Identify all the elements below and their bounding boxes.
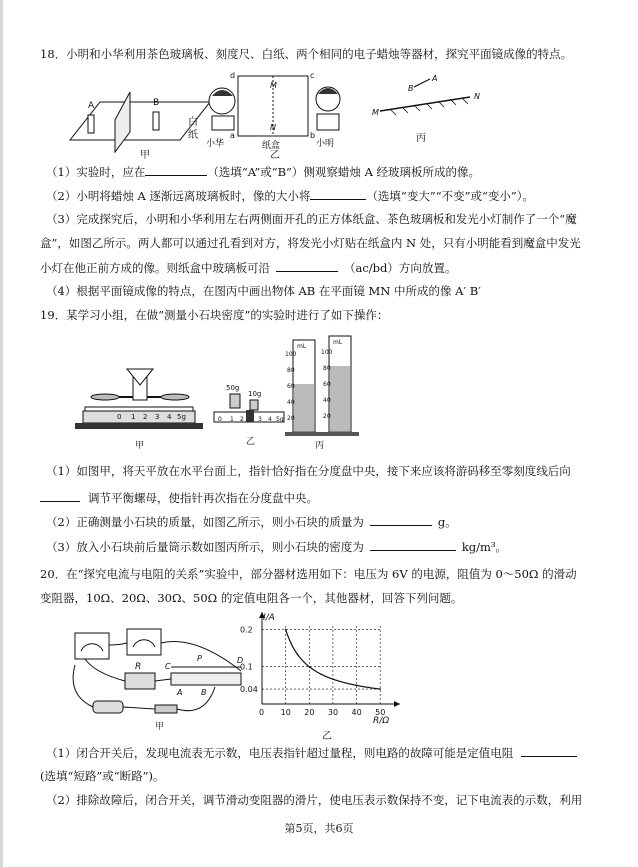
q19-fig-jia — [75, 355, 205, 450]
q19-p1-line2: 调节平衡螺母，使指针再次指在分度盘中央。 — [40, 489, 318, 506]
q19-label-yi: 乙 — [246, 437, 256, 447]
q18-bing-N: N — [474, 92, 480, 101]
q18-p4: （4）根据平面镜成像的特点，在图丙中画出物体 AB 在平面镜 MN 中所成的像 A′ B′ — [46, 284, 481, 298]
chart-point-3 — [308, 666, 310, 668]
q19-cyl2-unit: mL — [333, 339, 343, 346]
q18-label-box: 纸盒 — [262, 141, 281, 151]
q18-label-B: B — [153, 98, 160, 108]
q18-p3-line3: 小灯在他正前方成的像。则纸盒中玻璃板可沿 （ac/bd）方向放置。 — [40, 261, 457, 275]
chart-point-7 — [379, 688, 381, 690]
chart-x-tick-10: 10 — [280, 708, 291, 717]
chart-x-tick-20: 20 — [304, 708, 315, 717]
chart-x-tick-50: 50 — [375, 708, 386, 717]
q19-cyl1-unit: mL — [297, 343, 307, 350]
q19-p3: （3）放入小石块前后量筒示数如图丙所示，则小石块的密度为 kg/m³。 — [46, 540, 508, 554]
q20-fig-jia — [65, 625, 250, 733]
q18-bing-A: A — [432, 74, 438, 83]
q18-bing-M: M — [372, 108, 379, 117]
q18-p3-line2: 盒”，如图乙所示。两人都可以通过孔看到对方，将发光小灯贴在纸盒内 N 处，只有小明能看到魔盒中发光 — [40, 236, 581, 250]
q18-fig-yi — [200, 66, 360, 161]
q19-yi-scale-3: 3 — [258, 416, 262, 423]
q18-p2: （2）小明将蜡烛 A 逐渐远离玻璃板时，像的大小将 （选填“变大”“不变”或“变小”）。 — [46, 189, 534, 203]
q19-cyl1-t20: 20 — [287, 415, 295, 422]
q20-stem-line2: 变阻器，10Ω、20Ω、30Ω、50Ω 的定值电阻各一个，其他器材，回答下列问题。 — [40, 591, 463, 605]
q18-label-xiaohua: 小华 — [206, 139, 225, 149]
chart-x-tick-0: 0 — [259, 708, 265, 717]
q18-fig-bing — [370, 75, 490, 145]
page-footer: 第5页，共6页 — [284, 822, 354, 835]
q19-p2: （2）正确测量小石块的质量，如图乙所示，则小石块的质量为 g。 — [46, 515, 457, 529]
q19-scale-5: 5g — [177, 413, 186, 421]
q20-blank-1[interactable] — [521, 744, 577, 757]
q18-blank-2[interactable] — [310, 187, 366, 200]
q20-label-A: A — [177, 688, 183, 697]
q19-cyl2-t60: 60 — [323, 381, 331, 388]
q19-label-bing: 丙 — [315, 441, 325, 451]
chart-y-tick-0.1: 0.1 — [240, 662, 253, 672]
q18-label-xiaoming: 小明 — [316, 139, 335, 149]
q18-label-jia: 甲 — [140, 150, 150, 161]
q19-yi-scale-2: 2 — [240, 416, 244, 423]
q19-scale-3: 3 — [155, 413, 160, 421]
q19-blank-1[interactable] — [40, 489, 80, 502]
q20-chart — [230, 612, 410, 742]
q20-p1-line2: (选填“短路”或“断路”)。 — [40, 769, 165, 783]
chart-point-5 — [332, 678, 334, 680]
chart-point-2 — [297, 654, 299, 656]
q18-p3-line1: （3）完成探究后，小明和小华利用左右两侧面开孔的正方体纸盒、茶色玻璃板和发光小灯制作了一个“魔 — [46, 212, 577, 226]
q18-blank-3[interactable] — [276, 259, 338, 272]
q19-cyl1-t100: 100 — [285, 351, 297, 358]
q19-scale-1: 1 — [131, 413, 136, 421]
chart-point-6 — [356, 685, 358, 687]
q19-weight-50: 50g — [226, 384, 240, 392]
q18-label-c: c — [310, 71, 315, 80]
q19-yi-scale-4: 4 — [268, 416, 272, 423]
q20-label-B: B — [201, 688, 207, 697]
q19-cyl1-t60: 60 — [287, 383, 295, 390]
q19-stem: 19．某学习小组，在做“测量小石块密度”的实验时进行了如下操作： — [40, 308, 389, 322]
chart-x-arrow — [394, 701, 400, 707]
q19-cyl1-t80: 80 — [287, 367, 295, 374]
q20-stem-line1: 20．在“探究电流与电阻的关系”实验中，部分器材选用如下：电压为 6V 的电源，阻值为 0～50Ω 的滑动 — [40, 567, 577, 581]
q19-yi-scale-1: 1 — [230, 416, 234, 423]
chart-y-tick-0.04: 0.04 — [240, 685, 258, 695]
q20-label-P: P — [197, 654, 202, 663]
q18-blank-1[interactable] — [145, 163, 207, 176]
q19-fig-yi — [210, 378, 285, 450]
q19-blank-3[interactable] — [370, 538, 456, 551]
q18-label-N: N — [270, 123, 276, 132]
q18-label-yi: 乙 — [270, 150, 280, 161]
q19-fig-bing — [285, 330, 365, 450]
q20-label-R: R — [135, 662, 142, 672]
q18-fig-jia — [60, 80, 200, 160]
q19-scale-2: 2 — [143, 413, 148, 421]
q20-label-D: D — [237, 656, 244, 665]
q18-label-white: 白 — [188, 117, 198, 128]
chart-point-1 — [285, 629, 287, 631]
scan-edge — [0, 0, 3, 867]
q20-chart-ylabel: I/A — [263, 613, 275, 623]
q18-label-d: d — [230, 71, 236, 80]
q18-stem: 18．小明和小华利用茶色玻璃板、刻度尺、白纸、两个相同的电子蜡烛等器材，探究平面镜成像的特点。 — [40, 47, 573, 61]
chart-x-tick-40: 40 — [351, 708, 362, 717]
q19-yi-scale-5: 5g — [276, 416, 284, 423]
q19-cyl2-t40: 40 — [323, 397, 331, 404]
q20-p2: （2）排除故障后，闭合开关，调节滑动变阻器的滑片，使电压表示数保持不变，记下电流表的示数，利用 — [46, 793, 583, 807]
chart-x-tick-30: 30 — [327, 708, 339, 717]
q20-label-jia: 甲 — [155, 722, 165, 732]
q19-p1-line1: （1）如图甲，将天平放在水平台面上，指针恰好指在分度盘中央，接下来应该将游码移至零刻度线后向 — [46, 464, 571, 478]
q18-p1: （1）实验时，应在 （选填“A”或“B”）侧观察蜡烛 A 经玻璃板所成的像。 — [46, 165, 481, 179]
q18-label-paper: 纸 — [188, 130, 198, 141]
q20-chart-label-yi: 乙 — [322, 731, 332, 742]
q20-chart-xlabel: R/Ω — [373, 716, 390, 726]
q19-cyl1-t40: 40 — [287, 399, 295, 406]
q20-label-C: C — [165, 662, 171, 671]
q18-label-bing: 丙 — [416, 133, 426, 144]
q19-cyl2-t80: 80 — [323, 365, 331, 372]
q18-label-a: a — [230, 131, 235, 140]
q18-label-b: b — [310, 131, 316, 140]
chart-y-tick-0.2: 0.2 — [240, 625, 253, 635]
q19-cyl2-t20: 20 — [323, 413, 331, 420]
q18-label-M: M — [270, 81, 277, 90]
q19-blank-2[interactable] — [370, 513, 432, 526]
q19-weight-10: 10g — [248, 390, 262, 398]
q19-scale-0: 0 — [117, 413, 122, 421]
q19-label-jia: 甲 — [135, 441, 145, 451]
q18-label-A: A — [88, 101, 95, 111]
q19-cyl2-t100: 100 — [321, 349, 333, 356]
q19-yi-scale-0: 0 — [218, 416, 222, 423]
chart-point-4 — [320, 673, 322, 675]
q19-scale-4: 4 — [167, 413, 172, 421]
q18-bing-B: B — [408, 84, 414, 93]
q20-p1-line1: （1）闭合开关后，发现电流表无示数，电压表指针超过量程，则电路的故障可能是定值电阻 — [46, 744, 577, 761]
